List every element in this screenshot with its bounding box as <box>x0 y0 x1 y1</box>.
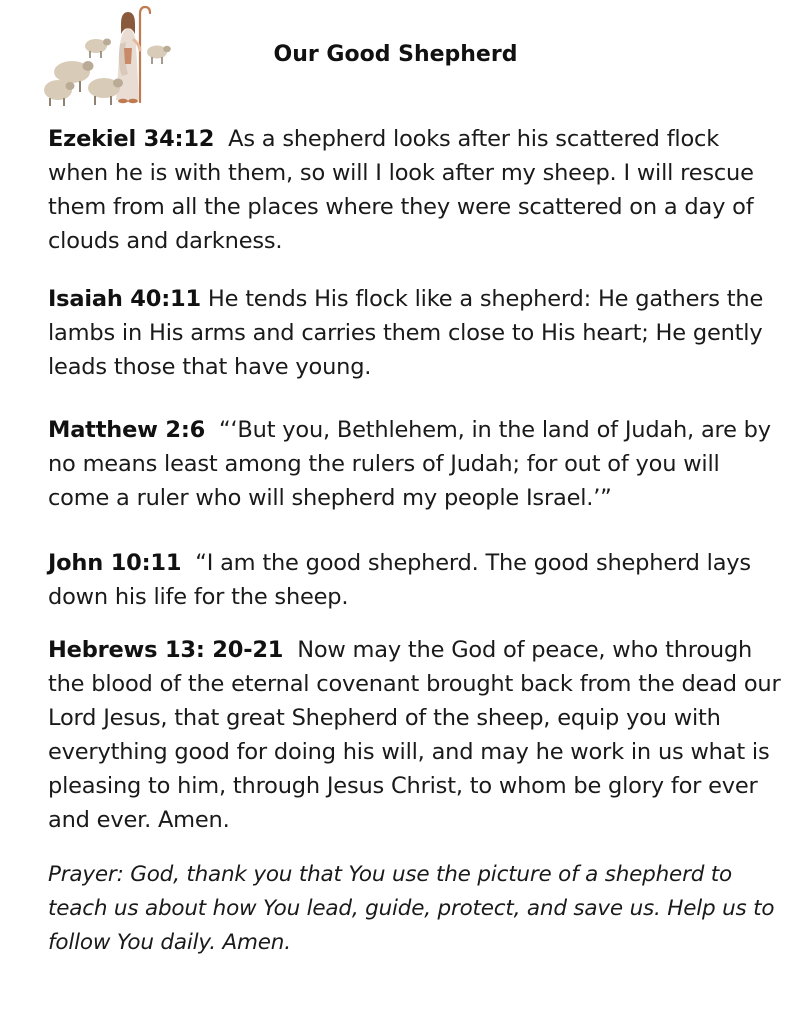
page-title <box>0 40 791 70</box>
passage-reference: Hebrews 13: 20-21 <box>48 637 284 663</box>
page-title-text: Our Good Shepherd <box>273 42 518 67</box>
passage-text: “I am the good shepherd. The good shepherd lays down his life for the sheep. <box>48 550 751 610</box>
passage-reference: Matthew 2:6 <box>48 417 206 443</box>
passage-ezekiel <box>48 122 783 258</box>
passage-matthew <box>48 413 783 515</box>
passage-hebrews <box>48 633 783 837</box>
passage-text: “‘But you, Bethlehem, in the land of Judah, are by no means least among the rulers of Judah; for out of you will come a ruler who will shepherd my people Israel.’” <box>48 417 771 511</box>
passage-text: Now may the God of peace, who through the blood of the eternal covenant brought back from the dead our Lord Jesus, that great Shepherd of the sheep, equip you with everything good for doing his will, and may he work in us what is pleasing to him, through Jesus Christ, to whom be glory for ever and ever. Amen. <box>48 637 781 833</box>
passage-isaiah <box>48 282 783 384</box>
passage-reference: John 10:11 <box>48 550 182 576</box>
passage-text: He tends His flock like a shepherd: He gathers the lambs in His arms and carries them close to His heart; He gently leads those that have young. <box>48 286 764 380</box>
passage-reference: Isaiah 40:11 <box>48 286 201 312</box>
prayer-text: Prayer: God, thank you that You use the picture of a shepherd to teach us about how You lead, guide, protect, and save us. Help us to follow You daily. Amen. <box>48 862 775 955</box>
passage-reference: Ezekiel 34:12 <box>48 126 215 152</box>
passage-text: As a shepherd looks after his scattered flock when he is with them, so will I look after my sheep. I will rescue them from all the places where they were scattered on a day of clouds and darkness. <box>48 126 754 254</box>
passage-john <box>48 546 783 614</box>
